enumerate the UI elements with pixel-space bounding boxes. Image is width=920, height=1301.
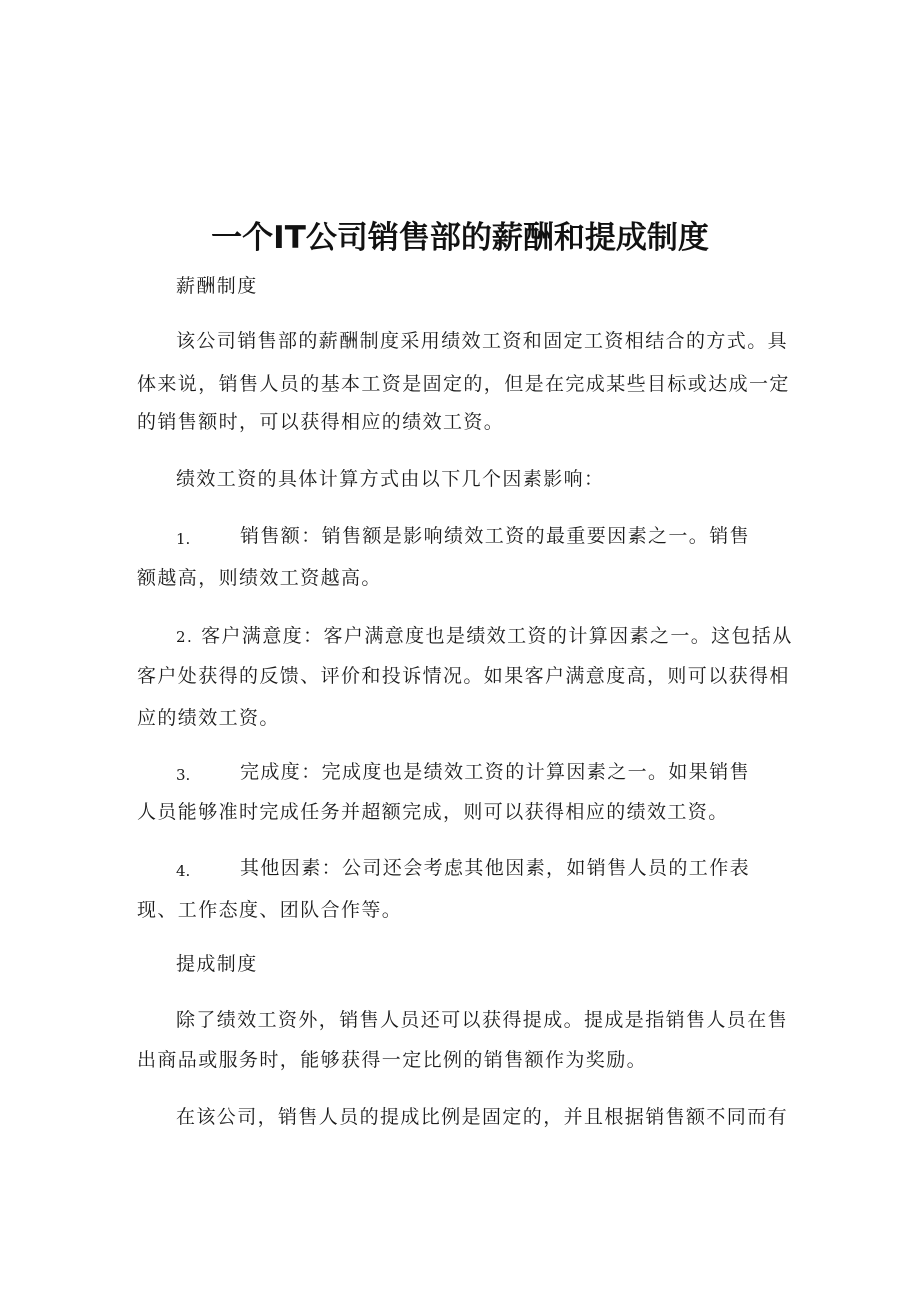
factor-item (176, 624, 793, 649)
factor-number: 3. (176, 766, 191, 784)
salary-heading: 薪酬制度 (176, 275, 258, 297)
document-title: 一个IT公司销售部的薪酬和提成制度 (211, 220, 709, 256)
salary-paragraph-line: 该公司销售部的薪酬制度采用绩效工资和固定工资相结合的方式。具 (176, 330, 789, 352)
factor-line: 人员能够准时完成任务并超额完成，则可以获得相应的绩效工资。 (137, 801, 729, 823)
factor-line: 客户满意度：客户满意度也是绩效工资的计算因素之一。这包括从 (201, 625, 793, 647)
factor-number: 4. (176, 862, 191, 880)
commission-paragraph-line: 除了绩效工资外，销售人员还可以获得提成。提成是指销售人员在售 (176, 1009, 789, 1031)
salary-paragraph-line: 的销售额时，可以获得相应的绩效工资。 (137, 411, 505, 433)
commission-paragraph-line: 出商品或服务时，能够获得一定比例的销售额作为奖励。 (137, 1049, 648, 1071)
commission-heading: 提成制度 (176, 953, 258, 975)
factor-number: 2. (176, 628, 194, 646)
factor-line: 其他因素：公司还会考虑其他因素，如销售人员的工作表 (240, 857, 751, 879)
factor-line: 现、工作态度、团队合作等。 (137, 899, 403, 921)
salary-paragraph-line: 体来说，销售人员的基本工资是固定的，但是在完成某些目标或达成一定 (137, 373, 790, 395)
factor-line: 应的绩效工资。 (137, 707, 280, 729)
factor-number: 1. (176, 530, 191, 548)
commission-paragraph2-line: 在该公司，销售人员的提成比例是固定的，并且根据销售额不同而有 (176, 1106, 789, 1128)
factor-line: 销售额：销售额是影响绩效工资的最重要因素之一。销售 (240, 525, 751, 547)
factor-line: 完成度：完成度也是绩效工资的计算因素之一。如果销售 (240, 761, 751, 783)
factor-line: 额越高，则绩效工资越高。 (137, 567, 382, 589)
factor-line: 客户处获得的反馈、评价和投诉情况。如果客户满意度高，则可以获得相 (137, 665, 790, 687)
factors-intro: 绩效工资的具体计算方式由以下几个因素影响： (176, 468, 605, 490)
